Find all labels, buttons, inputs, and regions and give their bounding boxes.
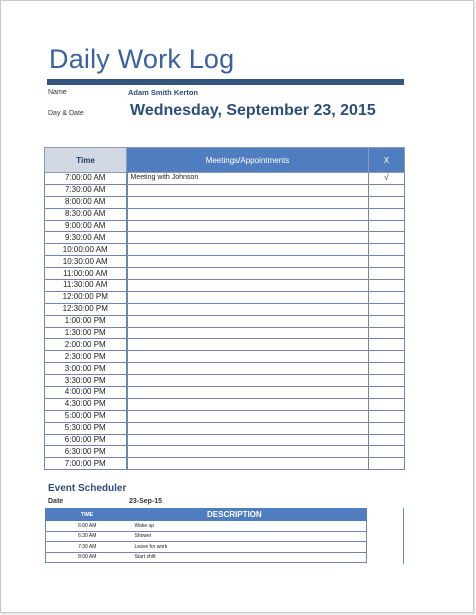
table-row bbox=[45, 303, 405, 315]
meeting-cell[interactable] bbox=[127, 184, 369, 196]
scheduler-header-row bbox=[46, 509, 367, 521]
meeting-cell[interactable] bbox=[127, 220, 369, 232]
done-check-cell[interactable] bbox=[369, 184, 405, 196]
meeting-cell[interactable] bbox=[127, 363, 369, 375]
table-row bbox=[45, 208, 405, 220]
time-cell: 11:30:00 AM bbox=[45, 280, 127, 292]
meeting-cell[interactable] bbox=[127, 256, 369, 268]
time-cell: 3:30:00 PM bbox=[45, 375, 127, 387]
time-cell: 5:30:00 PM bbox=[45, 422, 127, 434]
table-row bbox=[45, 351, 405, 363]
meeting-cell[interactable] bbox=[127, 232, 369, 244]
time-cell: 1:30:00 PM bbox=[45, 327, 127, 339]
meeting-cell[interactable] bbox=[127, 398, 369, 410]
table-row bbox=[45, 434, 405, 446]
time-cell: 10:00:00 AM bbox=[45, 244, 127, 256]
done-check-cell[interactable] bbox=[369, 256, 405, 268]
time-cell: 6:00:00 PM bbox=[45, 434, 127, 446]
meeting-cell[interactable] bbox=[127, 375, 369, 387]
meeting-cell[interactable] bbox=[127, 410, 369, 422]
work-log-body bbox=[45, 173, 405, 470]
meeting-cell[interactable] bbox=[127, 387, 369, 399]
table-row bbox=[45, 398, 405, 410]
time-cell: 8:00:00 AM bbox=[45, 196, 127, 208]
scheduler-description-cell: Start shift bbox=[129, 552, 367, 563]
table-row bbox=[45, 232, 405, 244]
done-check-cell[interactable] bbox=[369, 363, 405, 375]
time-cell: 11:00:00 AM bbox=[45, 268, 127, 280]
work-log-table bbox=[44, 147, 405, 470]
table-row bbox=[45, 375, 405, 387]
scheduler-description-cell: Shower bbox=[129, 531, 367, 542]
done-check-cell[interactable] bbox=[369, 315, 405, 327]
meeting-cell[interactable] bbox=[127, 196, 369, 208]
done-check-cell[interactable] bbox=[369, 422, 405, 434]
meetings-column-header: Meetings/Appointments bbox=[127, 148, 369, 173]
scheduler-time-cell: 6:00 AM bbox=[46, 521, 129, 532]
meeting-cell[interactable] bbox=[127, 280, 369, 292]
done-check-cell[interactable] bbox=[369, 244, 405, 256]
done-check-cell[interactable] bbox=[369, 410, 405, 422]
title-underline-bar bbox=[47, 79, 404, 85]
table-row bbox=[45, 339, 405, 351]
meeting-cell[interactable] bbox=[127, 315, 369, 327]
done-check-cell[interactable] bbox=[369, 375, 405, 387]
time-column-header: Time bbox=[45, 148, 127, 173]
scheduler-date-value: 23-Sep-15 bbox=[129, 498, 163, 505]
meeting-cell[interactable] bbox=[127, 434, 369, 446]
table-row bbox=[45, 387, 405, 399]
table-row bbox=[45, 244, 405, 256]
done-check-cell[interactable] bbox=[369, 208, 405, 220]
done-check-cell[interactable] bbox=[369, 303, 405, 315]
table-row bbox=[45, 363, 405, 375]
done-check-cell[interactable] bbox=[369, 351, 405, 363]
event-scheduler-title: Event Scheduler bbox=[48, 483, 127, 494]
scheduler-time-cell: 6:30 AM bbox=[46, 531, 129, 542]
done-check-cell[interactable] bbox=[369, 398, 405, 410]
meeting-cell[interactable] bbox=[127, 327, 369, 339]
time-cell: 9:30:00 AM bbox=[45, 232, 127, 244]
time-cell: 7:00:00 AM bbox=[45, 173, 127, 185]
event-scheduler-table bbox=[45, 508, 367, 563]
time-cell: 2:00:00 PM bbox=[45, 339, 127, 351]
name-value: Adam Smith Kerton bbox=[128, 88, 199, 97]
meeting-cell[interactable] bbox=[127, 303, 369, 315]
scheduler-row bbox=[46, 542, 367, 553]
meeting-cell[interactable] bbox=[127, 339, 369, 351]
meeting-cell[interactable] bbox=[127, 268, 369, 280]
name-label: Name bbox=[48, 89, 67, 96]
table-row bbox=[45, 422, 405, 434]
done-check-cell[interactable] bbox=[369, 220, 405, 232]
done-check-cell[interactable] bbox=[369, 196, 405, 208]
time-cell: 10:30:00 AM bbox=[45, 256, 127, 268]
meeting-cell[interactable]: Meeting with Johnson bbox=[127, 173, 369, 185]
time-cell: 2:30:00 PM bbox=[45, 351, 127, 363]
scheduler-time-cell: 8:00 AM bbox=[46, 552, 129, 563]
time-cell: 6:30:00 PM bbox=[45, 446, 127, 458]
table-row bbox=[45, 268, 405, 280]
table-row bbox=[45, 184, 405, 196]
done-check-cell[interactable] bbox=[369, 268, 405, 280]
time-cell: 1:00:00 PM bbox=[45, 315, 127, 327]
scheduler-description-cell: Wake up bbox=[129, 521, 367, 532]
done-check-cell[interactable] bbox=[369, 446, 405, 458]
table-row bbox=[45, 220, 405, 232]
table-row bbox=[45, 280, 405, 292]
table-row bbox=[45, 291, 405, 303]
page-title: Daily Work Log bbox=[49, 44, 235, 74]
meeting-cell[interactable] bbox=[127, 244, 369, 256]
meeting-cell[interactable] bbox=[127, 458, 369, 470]
event-scheduler-body bbox=[46, 521, 367, 563]
done-check-cell[interactable] bbox=[369, 291, 405, 303]
scheduler-description-header: DESCRIPTION bbox=[129, 509, 367, 521]
table-header-row bbox=[45, 148, 405, 173]
x-column-header: X bbox=[369, 148, 405, 173]
table-row bbox=[45, 173, 405, 185]
scheduler-time-header: TIME bbox=[46, 509, 129, 521]
table-row bbox=[45, 196, 405, 208]
done-check-cell[interactable] bbox=[369, 339, 405, 351]
time-cell: 9:00:00 AM bbox=[45, 220, 127, 232]
time-cell: 12:30:00 PM bbox=[45, 303, 127, 315]
done-check-cell[interactable]: √ bbox=[369, 173, 405, 185]
meeting-cell[interactable] bbox=[127, 446, 369, 458]
table-row bbox=[45, 327, 405, 339]
done-check-cell[interactable] bbox=[369, 458, 405, 470]
time-cell: 5:00:00 PM bbox=[45, 410, 127, 422]
time-cell: 3:00:00 PM bbox=[45, 363, 127, 375]
time-cell: 8:30:00 AM bbox=[45, 208, 127, 220]
time-cell: 4:00:00 PM bbox=[45, 387, 127, 399]
page-divider-line bbox=[403, 508, 404, 564]
date-label: Day & Date bbox=[48, 110, 84, 117]
time-cell: 4:30:00 PM bbox=[45, 398, 127, 410]
table-row bbox=[45, 446, 405, 458]
table-row bbox=[45, 410, 405, 422]
done-check-cell[interactable] bbox=[369, 280, 405, 292]
meeting-cell[interactable] bbox=[127, 291, 369, 303]
time-cell: 7:00:00 PM bbox=[45, 458, 127, 470]
scheduler-date-label: Date bbox=[48, 498, 64, 505]
date-value: Wednesday, September 23, 2015 bbox=[130, 102, 376, 119]
scheduler-description-cell: Leave for work bbox=[129, 542, 367, 553]
table-row bbox=[45, 315, 405, 327]
done-check-cell[interactable] bbox=[369, 232, 405, 244]
done-check-cell[interactable] bbox=[369, 327, 405, 339]
scheduler-row bbox=[46, 552, 367, 563]
meeting-cell[interactable] bbox=[127, 208, 369, 220]
table-row bbox=[45, 458, 405, 470]
meeting-cell[interactable] bbox=[127, 422, 369, 434]
scheduler-row bbox=[46, 531, 367, 542]
time-cell: 7:30:00 AM bbox=[45, 184, 127, 196]
time-cell: 12:00:00 PM bbox=[45, 291, 127, 303]
table-row bbox=[45, 256, 405, 268]
done-check-cell[interactable] bbox=[369, 434, 405, 446]
scheduler-row bbox=[46, 521, 367, 532]
scheduler-time-cell: 7:30 AM bbox=[46, 542, 129, 553]
done-check-cell[interactable] bbox=[369, 387, 405, 399]
meeting-cell[interactable] bbox=[127, 351, 369, 363]
